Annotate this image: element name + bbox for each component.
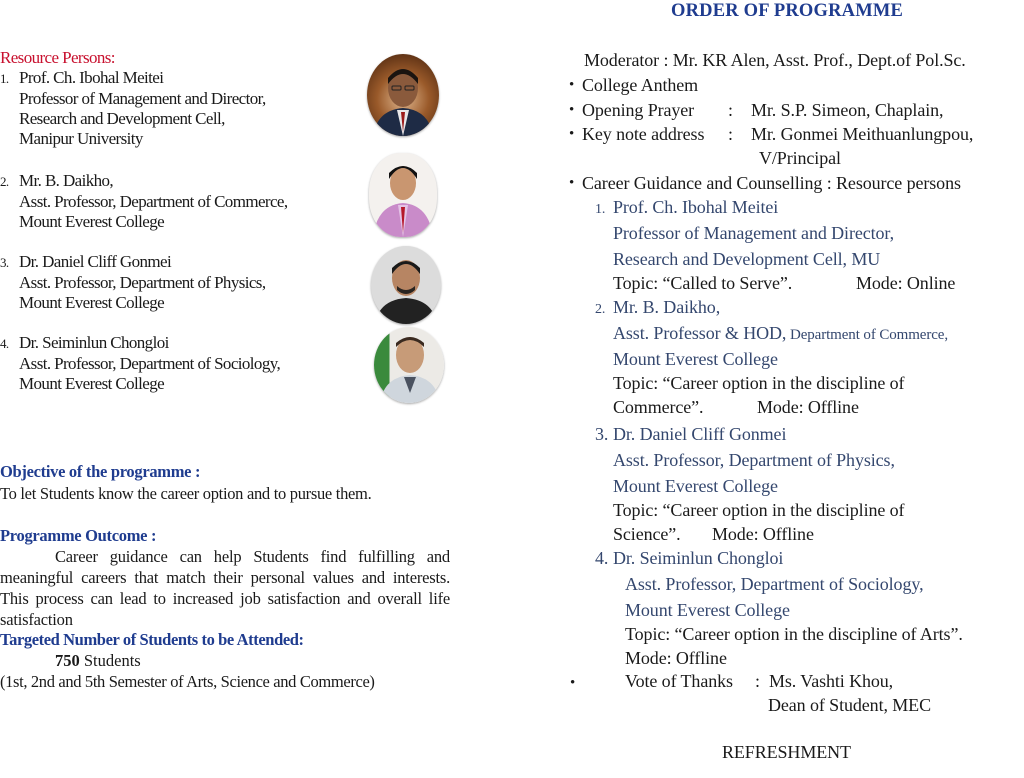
speaker-2-mode: Mode: Offline — [757, 397, 859, 417]
person-institution: Mount Everest College — [19, 212, 165, 231]
bullet-icon: • — [570, 675, 576, 691]
target-count — [55, 651, 141, 671]
person-name: Dr. Daniel Cliff Gonmei — [19, 252, 172, 271]
speaker-2-topic: Topic: “Career option in the discipline of — [613, 373, 905, 393]
speaker-name: Dr. Daniel Cliff Gonmei — [613, 424, 787, 444]
speaker-number: 4. — [595, 548, 609, 568]
speaker-4-role: Asst. Professor, Department of Sociology, — [625, 574, 924, 594]
speaker-2-institution: Mount Everest College — [613, 349, 778, 369]
person-role: Asst. Professor, Department of Commerce, — [19, 192, 288, 211]
speaker-name: Prof. Ch. Ibohal Meitei — [613, 197, 779, 217]
outcome-heading: Programme Outcome : — [0, 526, 157, 545]
objective-heading: Objective of the programme : — [0, 462, 201, 481]
photo-dr-chongloi — [374, 327, 444, 403]
anthem-label: College Anthem — [582, 75, 699, 95]
person-number: 2. — [0, 174, 9, 189]
photo-prof-ibohal-meitei — [367, 54, 439, 136]
person-institution: Manipur University — [19, 129, 143, 148]
speaker-name: Mr. B. Daikho, — [613, 297, 721, 317]
speaker-3-name — [595, 422, 786, 446]
speaker-4-name — [595, 546, 783, 570]
keynote-label: Key note address — [582, 124, 705, 144]
speaker-3-role: Asst. Professor, Department of Physics, — [613, 450, 895, 470]
item-career-guidance — [582, 171, 961, 195]
prayer-label: Opening Prayer — [582, 100, 695, 120]
photo-mr-daikho — [369, 153, 437, 237]
person-institution: Mount Everest College — [19, 374, 165, 393]
career-label: Career Guidance and Counselling : Resource persons — [582, 173, 961, 193]
person-name: Dr. Seiminlun Chongloi — [19, 333, 169, 352]
speaker-4-institution: Mount Everest College — [625, 600, 790, 620]
speaker-1-dept: Research and Development Cell, MU — [613, 249, 881, 269]
target-count-number: 750 — [55, 651, 80, 670]
speaker-number: 1. — [595, 202, 606, 217]
speaker-2-topic-cont: Commerce”. — [613, 397, 704, 417]
speaker-1-mode: Mode: Online — [856, 273, 956, 293]
person-role: Asst. Professor, Department of Physics, — [19, 273, 266, 292]
keynote-value: Mr. Gonmei Meithuanlungpou, — [751, 124, 974, 144]
resource-person-3 — [0, 252, 265, 313]
person-name: Mr. B. Daikho, — [19, 171, 114, 190]
keynote-value-line2: V/Principal — [759, 148, 841, 168]
speaker-3-topic-cont: Science”. — [613, 524, 681, 544]
item-college-anthem — [582, 73, 698, 97]
speaker-name: Dr. Seiminlun Chongloi — [613, 548, 784, 568]
person-institution: Mount Everest College — [19, 293, 165, 312]
speaker-3-mode: Mode: Offline — [712, 524, 814, 544]
speaker-1-role: Professor of Management and Director, — [613, 223, 894, 243]
item-keynote — [582, 122, 973, 146]
person-number: 3. — [0, 255, 9, 270]
thanks-value: Ms. Vashti Khou, — [769, 671, 894, 691]
keynote-separator: : — [728, 124, 733, 144]
speaker-role-dept: Department of Commerce, — [786, 327, 949, 343]
thanks-separator: : — [755, 671, 760, 691]
target-count-suffix: Students — [79, 651, 141, 670]
speaker-1-name — [595, 195, 778, 222]
prayer-separator: : — [728, 100, 733, 120]
speaker-3-institution: Mount Everest College — [613, 476, 778, 496]
refreshment: REFRESHMENT — [722, 742, 851, 762]
thanks-value-line2: Dean of Student, MEC — [768, 695, 931, 715]
target-detail: (1st, 2nd and 5th Semester of Arts, Science and Commerce) — [0, 672, 375, 691]
resource-persons-heading: Resource Persons: — [0, 48, 115, 67]
page-title: ORDER OF PROGRAMME — [671, 1, 904, 21]
resource-person-4 — [0, 333, 280, 394]
person-name: Prof. Ch. Ibohal Meitei — [19, 68, 164, 87]
target-heading: Targeted Number of Students to be Attended: — [0, 630, 304, 649]
speaker-2-name — [595, 295, 720, 322]
thanks-label: Vote of Thanks — [625, 671, 733, 691]
moderator-line: Moderator : Mr. KR Alen, Asst. Prof., Dept.of Pol.Sc. — [584, 50, 966, 70]
speaker-role-main: Asst. Professor & HOD, — [613, 323, 787, 343]
person-role: Asst. Professor, Department of Sociology, — [19, 354, 281, 373]
speaker-1-topic: Topic: “Called to Serve”. — [613, 273, 793, 293]
speaker-4-mode: Mode: Offline — [625, 648, 727, 668]
speaker-4-topic: Topic: “Career option in the discipline of Arts”. — [625, 624, 963, 644]
person-number: 1. — [0, 71, 9, 86]
speaker-3-topic: Topic: “Career option in the discipline of — [613, 500, 905, 520]
resource-person-2 — [0, 171, 288, 232]
speaker-2-role — [613, 321, 948, 347]
person-dept: Research and Development Cell, — [19, 109, 225, 128]
person-role: Professor of Management and Director, — [19, 89, 266, 108]
objective-text: To let Students know the career option and to pursue them. — [0, 484, 372, 503]
item-vote-of-thanks — [570, 669, 893, 695]
speaker-number: 3. — [595, 424, 609, 444]
person-number: 4. — [0, 336, 9, 351]
prayer-value: Mr. S.P. Simeon, Chaplain, — [751, 100, 944, 120]
speaker-number: 2. — [595, 302, 606, 317]
item-opening-prayer — [582, 98, 943, 122]
photo-dr-gonmei — [371, 246, 441, 324]
outcome-text: Career guidance can help Students find fulfilling and meaningful careers that match their personal values and interests. This process can lead to increased job satisfaction and overall life satisfaction — [0, 547, 450, 629]
resource-person-1 — [0, 68, 266, 149]
